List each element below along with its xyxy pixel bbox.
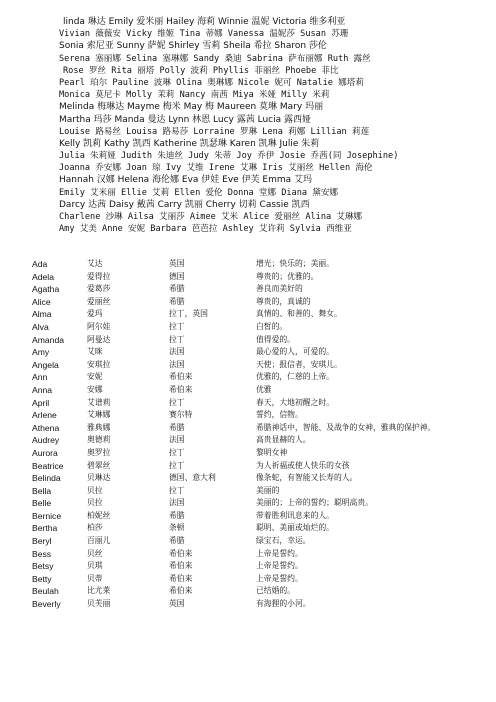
name-cell: Agatha (32, 284, 60, 295)
name-line-text: Martha 玛莎 Manda 曼达 Lynn 林恩 Lucy 露茜 Lucia 露西娅 (59, 114, 311, 125)
table-row (0, 598, 496, 611)
origin-cell: 德国、意大利 (169, 473, 216, 483)
origin-cell: 希伯来 (169, 573, 193, 583)
name-cell: Alice (32, 296, 51, 307)
chinese-cell: 艾谱莉 (87, 397, 111, 407)
name-cell: Betsy (32, 561, 54, 572)
chinese-cell: 碧翠丝 (87, 460, 111, 470)
chinese-cell: 爱葛莎 (87, 284, 111, 294)
origin-cell: 希腊 (169, 296, 185, 306)
table-row (0, 359, 496, 372)
name-line (0, 40, 496, 52)
chinese-cell: 安琪拉 (87, 359, 111, 369)
name-line (0, 77, 496, 89)
name-line-text: Charlene 沙琳 Ailsa 艾丽莎 Aimee 艾米 Alice 爱丽丝 Alina 艾琳娜 (59, 212, 363, 222)
table-row (0, 522, 496, 535)
meaning-cell: 美丽的 (256, 485, 280, 495)
chinese-cell: 奥德莉 (87, 435, 111, 445)
name-line-text: Amy 艾美 Anne 安妮 Barbara 芭芭拉 Ashley 艾许莉 Sylvia 西维亚 (59, 224, 352, 235)
origin-cell: 英国 (169, 259, 185, 268)
chinese-cell: 艾咪 (87, 347, 103, 357)
meaning-cell: 善良而美好的 (256, 284, 303, 294)
origin-cell: 法国 (169, 498, 185, 508)
chinese-cell: 阿曼达 (87, 334, 111, 344)
table-row (0, 560, 496, 573)
name-line (0, 174, 496, 186)
name-line (0, 150, 496, 162)
name-line-text: Melinda 梅琳达 Mayme 梅米 May 梅 Maureen 莫琳 Mary 玛丽 (59, 102, 324, 113)
meaning-cell: 誓约，信物。 (256, 410, 303, 420)
meaning-cell: 聪明、美丽或灿烂的。 (256, 523, 334, 533)
chinese-cell: 奥罗拉 (87, 447, 111, 457)
origin-cell: 希伯来 (169, 384, 193, 394)
name-cell: Beryl (32, 536, 52, 547)
meaning-cell: 上帝是誓约。 (256, 561, 303, 571)
name-cell: Alma (32, 309, 52, 320)
name-line-text: Pearl 珀尔 Pauline 波琳 Olina 奥琳娜 Nicole 妮可 Natalie 娜塔莉 (59, 77, 364, 88)
chinese-cell: 爱玛 (87, 309, 103, 319)
origin-cell: 拉丁 (169, 460, 185, 470)
name-cell: Bertha (32, 523, 58, 534)
meaning-cell: 带着胜利讯息来的人。 (256, 510, 334, 520)
name-cell: Bernice (32, 510, 62, 521)
name-line-text: Serena 塞丽娜 Selina 塞琳娜 Sandy 桑迪 Sabrina 萨布丽娜 Ruth 露丝 (59, 53, 371, 64)
chinese-cell: 贝丝 (87, 548, 103, 558)
name-line (0, 101, 496, 113)
table-row (0, 334, 496, 347)
name-line-text: Julia 朱莉娅 Judith 朱迪丝 Judy 朱蒂 Joy 乔伊 Josie 乔茜(同 Josephine) (59, 151, 399, 162)
table-row (0, 321, 496, 334)
origin-cell: 希伯来 (169, 372, 193, 382)
name-line (0, 162, 496, 174)
chinese-cell: 艾琳娜 (87, 410, 111, 420)
table-row (0, 434, 496, 447)
meaning-cell: 绿宝石，幸运。 (256, 536, 311, 546)
table-row (0, 308, 496, 321)
table-row (0, 296, 496, 309)
name-line (0, 199, 496, 211)
name-line (0, 65, 496, 77)
name-cell: April (32, 397, 50, 408)
origin-cell: 条顿 (169, 523, 185, 533)
table-row (0, 510, 496, 523)
name-cell: Amanda (32, 334, 65, 345)
origin-cell: 拉丁 (169, 397, 185, 407)
name-line (0, 211, 496, 223)
name-line (0, 187, 496, 199)
meaning-cell: 尊贵的，真诚的 (256, 296, 311, 306)
name-line-text: Louise 路易丝 Louisa 路易莎 Lorraine 罗琳 Lena 莉娜 Lillian 莉莲 (59, 126, 370, 137)
name-line (0, 114, 496, 126)
meaning-cell: 白皙的。 (256, 321, 288, 331)
origin-cell: 希腊 (169, 422, 185, 432)
meaning-cell: 尊贵的；优雅的。 (256, 271, 319, 281)
table-row (0, 485, 496, 498)
origin-cell: 赛尔特 (169, 410, 193, 420)
table-row (0, 409, 496, 422)
origin-cell: 希伯来 (169, 561, 193, 571)
name-line (0, 89, 496, 101)
table-row (0, 346, 496, 359)
name-cell: Anna (32, 384, 53, 395)
meaning-cell: 已结婚的。 (256, 586, 295, 596)
meaning-cell: 值得爱的。 (256, 334, 295, 344)
chinese-cell: 贝琪 (87, 561, 103, 571)
name-cell: Ada (32, 259, 48, 269)
name-line (0, 138, 496, 150)
meaning-cell: 像条蛇，有智能又长寿的人。 (256, 473, 358, 483)
names-list (0, 16, 496, 235)
meaning-cell: 上帝是誓约。 (256, 548, 303, 558)
meaning-cell: 黎明女神 (256, 447, 288, 457)
name-cell: Bess (32, 548, 52, 559)
origin-cell: 法国 (169, 359, 185, 369)
chinese-cell: 柏妮丝 (87, 510, 111, 520)
table-row (0, 447, 496, 460)
meaning-cell: 优雅 (256, 384, 272, 394)
table-row (0, 585, 496, 598)
name-line-text: Rose 罗丝 Rita 丽塔 Polly 波莉 Phyllis 菲丽丝 Phoebe 菲比 (63, 65, 339, 76)
meaning-cell: 优雅的，仁慈的上帝。 (256, 372, 334, 382)
name-cell: Alva (32, 321, 49, 332)
name-line-text: Emily 艾米丽 Ellie 艾莉 Ellen 爱伦 Donna 堂娜 Diana 黛安娜 (59, 187, 339, 198)
origin-cell: 希腊 (169, 284, 185, 294)
name-cell: Betty (32, 573, 52, 584)
name-cell: Beverly (32, 599, 61, 610)
name-cell: Beatrice (32, 460, 64, 471)
meaning-cell: 天使；报信者，安琪儿。 (256, 359, 342, 369)
table-row (0, 371, 496, 384)
chinese-cell: 爱丽丝 (87, 296, 111, 306)
origin-cell: 希伯来 (169, 548, 193, 558)
origin-cell: 拉丁 (169, 321, 185, 331)
name-line (0, 53, 496, 65)
name-cell: Bella (32, 485, 52, 496)
name-line-text: Joanna 乔安娜 Joan 琼 Ivy 艾维 Irene 艾琳 Iris 艾丽丝 Hellen 海伦 (59, 163, 373, 174)
meaning-cell: 希腊神话中，智能、及战争的女神，雅典的保护神。 (256, 422, 436, 432)
origin-cell: 拉丁 (169, 485, 185, 495)
chinese-cell: 贝拉 (87, 485, 103, 495)
name-cell: Belinda (32, 473, 61, 484)
table-row (0, 548, 496, 561)
chinese-cell: 比尤莱 (87, 586, 111, 596)
chinese-cell: 柏莎 (87, 523, 103, 533)
name-line-text: Monica 莫尼卡 Molly 茉莉 Nancy 南茜 Miya 米娅 Milly 米莉 (59, 90, 330, 101)
meaning-cell: 美丽的；上帝的誓约；聪明高贵。 (256, 498, 373, 508)
meaning-cell: 增光；快乐的；美丽。 (256, 259, 334, 268)
chinese-cell: 阿尔娃 (87, 321, 111, 331)
meaning-cell: 为人祈福或使人快乐的女孩 (256, 460, 350, 470)
table-row (0, 397, 496, 410)
name-cell: Beulah (32, 586, 59, 597)
chinese-cell: 百丽儿 (87, 536, 111, 546)
name-line (0, 223, 496, 235)
meaning-cell: 有海狸的小河。 (256, 599, 311, 609)
table-row (0, 535, 496, 548)
table-row (0, 472, 496, 485)
meaning-cell: 上帝是誓约。 (256, 573, 303, 583)
name-line-text: Sonia 索尼亚 Sunny 萨妮 Shirley 雪莉 Sheila 希拉 Sharon 莎伦 (59, 41, 327, 52)
name-cell: Arlene (32, 410, 57, 421)
meaning-cell: 高贵显赫的人。 (256, 435, 311, 445)
origin-cell: 法国 (169, 347, 185, 357)
meaning-cell: 真情的、和善的、舞女。 (256, 309, 342, 319)
chinese-cell: 雅典娜 (87, 422, 111, 432)
origin-cell: 希伯来 (169, 586, 193, 596)
name-cell: Audrey (32, 435, 60, 446)
name-line (0, 16, 496, 28)
chinese-cell: 安娜 (87, 384, 103, 394)
names-table (0, 258, 496, 611)
meaning-cell: 春天，大地初醒之时。 (256, 397, 334, 407)
name-line-text: Hannah 汉娜 Helena 海伦娜 Eva 伊娃 Eve 伊芙 Emma 艾玛 (59, 175, 313, 186)
origin-cell: 德国 (169, 271, 185, 281)
chinese-cell: 安妮 (87, 372, 103, 382)
name-line-text: Kelly 凯莉 Kathy 凯西 Katherine 凯瑟琳 Karen 凯琳 Julie 朱莉 (59, 138, 320, 149)
origin-cell: 法国 (169, 435, 185, 445)
origin-cell: 英国 (169, 599, 185, 609)
name-line (0, 126, 496, 138)
table-row (0, 573, 496, 586)
table-row (0, 460, 496, 473)
name-cell: Angela (32, 359, 59, 370)
name-cell: Adela (32, 271, 54, 282)
meaning-cell: 最心爱的人，可爱的。 (256, 347, 334, 357)
chinese-cell: 贝拉 (87, 498, 103, 508)
name-cell: Amy (32, 347, 50, 358)
chinese-cell: 贝芙丽 (87, 599, 111, 609)
table-row (0, 384, 496, 397)
name-line-text: Darcy 达茜 Daisy 戴茜 Carry 凯丽 Cherry 切莉 Cassie 凯西 (59, 199, 310, 210)
chinese-cell: 艾达 (87, 259, 103, 268)
name-line-text: Vivian 薇薇安 Vicky 维姬 Tina 蒂娜 Vanessa 温妮莎 Susan 苏珊 (59, 29, 349, 40)
table-row (0, 271, 496, 284)
chinese-cell: 贝蒂 (87, 573, 103, 583)
chinese-cell: 贝琳达 (87, 473, 111, 483)
table-row (0, 497, 496, 510)
name-cell: Athena (32, 422, 60, 433)
name-cell: Aurora (32, 447, 58, 458)
origin-cell: 希腊 (169, 536, 185, 546)
name-line (0, 28, 496, 40)
origin-cell: 希腊 (169, 510, 185, 520)
name-cell: Ann (32, 372, 48, 383)
table-row (0, 258, 496, 271)
origin-cell: 拉丁，英国 (169, 309, 208, 319)
name-cell: Belle (32, 498, 52, 509)
chinese-cell: 爱得拉 (87, 271, 111, 281)
origin-cell: 拉丁 (169, 334, 185, 344)
table-row (0, 422, 496, 435)
table-row (0, 283, 496, 296)
origin-cell: 拉丁 (169, 447, 185, 457)
name-line-text: linda 琳达 Emily 爱米丽 Hailey 海莉 Winnie 温妮 Victoria 维多利亚 (63, 17, 346, 27)
